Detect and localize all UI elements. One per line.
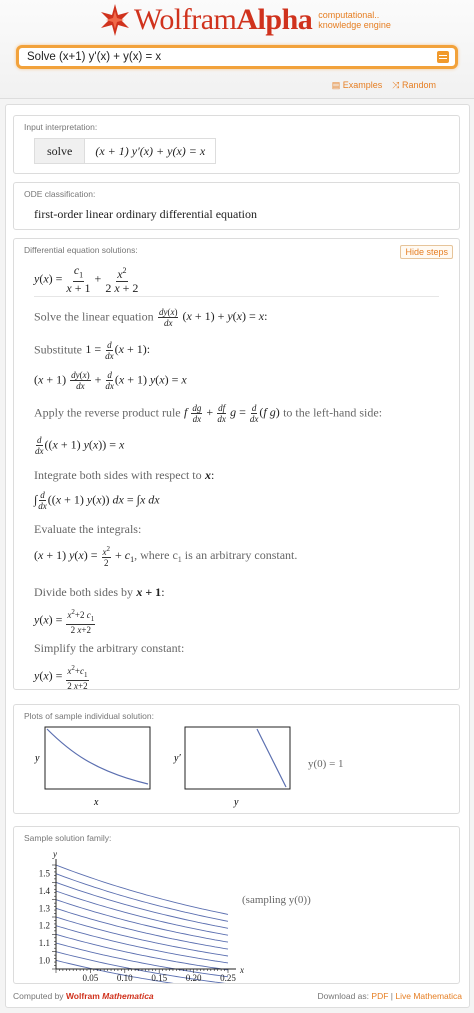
sample-plots [24, 721, 454, 811]
family-curve-10 [56, 874, 228, 922]
search-input[interactable]: Solve (x+1) y'(x) + y(x) = x [27, 51, 162, 63]
y-tick-label: 1.5 [38, 868, 50, 879]
wolfram-link[interactable]: Wolfram [65, 991, 100, 1001]
step-divide: Divide both sides by x + 1: [34, 585, 165, 599]
pod-de-solutions [13, 238, 460, 690]
plot1-y-label: y [35, 753, 40, 764]
logo[interactable] [98, 2, 391, 38]
pod-sample-plots [13, 704, 460, 814]
x-tick-label: 0.05 [82, 973, 99, 983]
step-divided-eq: y(x) = $\frac{x^2+2 c_1}{2 x+2}$ [34, 608, 95, 635]
family-curve-8 [56, 891, 228, 935]
results-container [5, 104, 470, 1008]
header-links [332, 80, 436, 91]
plot1-x-label: x [94, 797, 99, 808]
download-pdf-link[interactable]: PDF [371, 991, 389, 1001]
step-simplify: Simplify the arbitrary constant: [34, 641, 185, 655]
family-curves [56, 865, 228, 983]
solution-result: y(x) = $\frac{c_1}{x + 1}$ + $\frac{x^2}{2 x + 2}$ [34, 263, 139, 296]
y-axis-label: y [53, 849, 57, 859]
step-integral-eq: ∫ $\frac{d}{dx}$ ((x + 1) y(x)) dx = ∫x dx [34, 490, 160, 511]
step-product-rule: Apply the reverse product rule f $\frac{dg}{dx}$ + $\frac{df}{dx}$ g = $\frac{d}{dx}$ (f g) to the left-hand side: [34, 403, 383, 424]
step-evaluated-eq: (x + 1) y(x) = $\frac{x^2}{2}$ + $c_1$, where $c_1$ is an arbitrary constant. [34, 545, 298, 568]
divider [34, 296, 439, 297]
pod-title: ODE classification: [24, 189, 96, 199]
family-curve-2 [56, 943, 228, 977]
step-final-eq: y(x) = $\frac{x^2+c_1}{2 x+2}$ [34, 664, 88, 691]
initial-condition: y(0) = 1 [308, 758, 344, 770]
family-curve-9 [56, 882, 228, 928]
y-tick-label: 1.4 [38, 886, 50, 896]
step-integrate: Integrate both sides with respect to x: [34, 468, 215, 482]
y-tick-label: 1.3 [38, 903, 50, 914]
x-tick-label: 0.25 [220, 973, 236, 983]
family-curve-7 [56, 900, 228, 942]
plot2-x-label: y [234, 797, 239, 808]
pod-title: Input interpretation: [24, 122, 98, 132]
examples-link[interactable]: ▤ Examples [331, 80, 383, 90]
wolfram-spikey-icon [98, 3, 132, 37]
pod-title: Plots of sample individual solution: [24, 711, 154, 721]
plot1-frame [45, 727, 150, 789]
footer-download: Download as: PDF | Live Mathematica [317, 991, 462, 1001]
y-tick-label: 1.0 [38, 955, 50, 966]
step-product-eq: $\frac{d}{dx}$ ((x + 1) y(x)) = x [35, 435, 125, 456]
input-command: solve [35, 139, 85, 163]
x-tick-label: 0.10 [116, 973, 133, 983]
step-substitute: Substitute 1 = $\frac{d}{dx}$ (x + 1): [34, 340, 151, 361]
x-axis-label: x [240, 965, 244, 975]
input-table [34, 138, 216, 164]
step-solve-linear: Solve the linear equation $\frac{dy(x)}{dx}$ (x + 1) + y(x) = x: [34, 307, 268, 328]
pod-input-interpretation [13, 115, 460, 174]
family-curve-6 [56, 908, 228, 949]
step-evaluate: Evaluate the integrals: [34, 522, 142, 536]
pod-ode-classification [13, 182, 460, 230]
logo-text: WolframAlpha [134, 3, 313, 36]
plot2-y-label: y′ [174, 753, 181, 764]
y-tick-label: 1.2 [38, 920, 50, 931]
y-tick-label: 1.1 [38, 938, 50, 948]
family-curve-11 [56, 865, 228, 914]
solution-family-chart [14, 841, 460, 983]
pod-title: Differential equation solutions: [24, 245, 138, 255]
live-mathematica-link[interactable]: Live Mathematica [395, 991, 462, 1001]
search-box[interactable] [16, 45, 458, 69]
x-tick-label: 0.15 [151, 973, 168, 983]
mathematica-link[interactable]: Mathematica [102, 991, 154, 1001]
ode-class-value: first-order linear ordinary differential equation [34, 207, 258, 221]
step-substituted-eq: (x + 1) $\frac{dy(x)}{dx}$ + $\frac{d}{dx}$ (x + 1) y(x) = x [34, 370, 187, 391]
pod-title: Sample solution family: [24, 833, 112, 843]
footer-computed-by: Computed by Wolfram Mathematica [13, 991, 154, 1001]
x-tick-label: 0.20 [185, 973, 202, 983]
random-link[interactable]: ⤨ Random [392, 80, 436, 90]
sampling-note: (sampling y(0)) [242, 894, 311, 906]
tagline: computational.. knowledge engine [318, 10, 391, 30]
pod-solution-family [13, 826, 460, 984]
input-expression: (x + 1) y′(x) + y(x) = x [95, 144, 206, 158]
hide-steps-button[interactable]: Hide steps [400, 245, 453, 259]
search-options-button[interactable] [437, 51, 449, 63]
header [0, 0, 474, 99]
plot2-frame [185, 727, 290, 789]
